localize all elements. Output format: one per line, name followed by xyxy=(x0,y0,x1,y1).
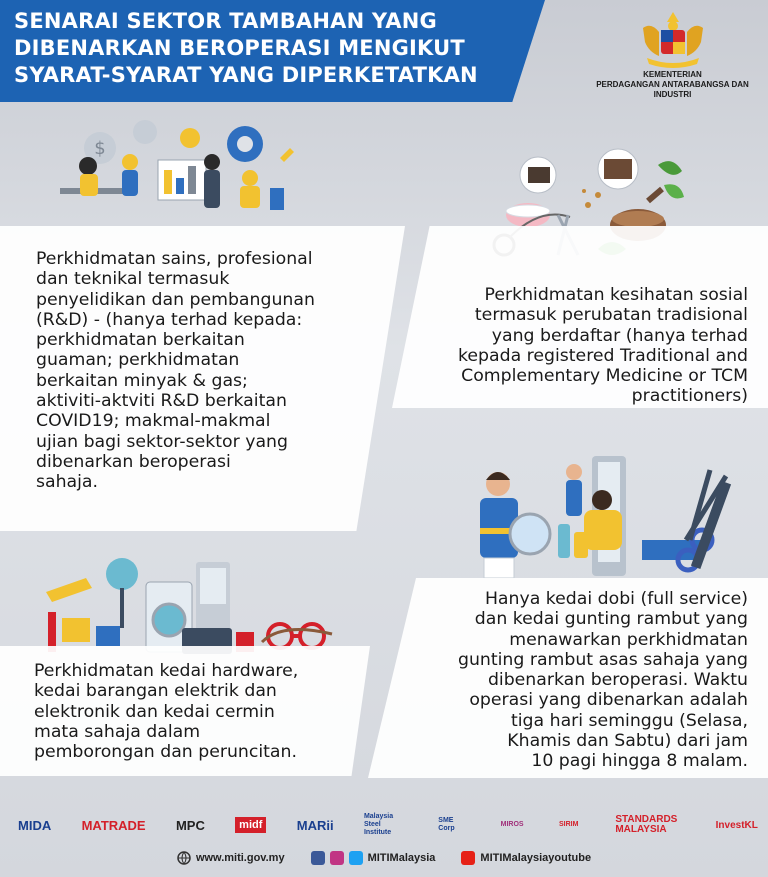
logo-mpc: MPC xyxy=(175,817,205,833)
ministry-name-line1: KEMENTERIAN xyxy=(643,70,702,79)
svg-text:$: $ xyxy=(94,138,106,159)
logo-steel-institute: Malaysia Steel Institute xyxy=(363,813,394,836)
sector-text-hardware: Perkhidmatan kedai hardware, kedai barangan elektrik dan elektronik dan kedai cermin mata sahaja dalam pemborongan dan peruncitan. xyxy=(34,661,299,763)
logo-sirim: SIRIM xyxy=(558,821,579,828)
laundry-barber-icon xyxy=(462,440,742,580)
logo-investkl: InvestKL xyxy=(715,819,758,831)
science-professionals-icon xyxy=(40,118,310,228)
logo-standards-malaysia: STANDARDS MALAYSIA xyxy=(615,814,678,835)
logo-matrade: MATRADE xyxy=(81,817,146,833)
social-link[interactable] xyxy=(311,851,436,865)
page-title: SENARAI SEKTOR TAMBAHAN YANG DIBENARKAN BEROPERASI MENGIKUT SYARAT-SYARAT YANG DIPERKETATKAN xyxy=(14,9,478,87)
coat-of-arms-icon xyxy=(633,8,713,70)
logo-mida: MIDA xyxy=(18,817,52,833)
agency-logos xyxy=(18,812,758,838)
ministry-logo xyxy=(585,8,760,108)
website-link[interactable] xyxy=(177,851,285,865)
logo-sme-corp: SME Corp xyxy=(438,817,455,832)
sector-text-professional: Perkhidmatan sains, profesional dan teknikal termasuk penyelidikan dan pembangunan (R&D) - (hanya terhad kepada: perkhidmatan berkaitan guaman; perkhidmatan berkaitan minyak & gas; aktiviti-aktviti R&D berkaitan COVID19; makmal-makmal ujian bagi sektor-sektor yang dibenarkan beroperasi sahaja. xyxy=(36,249,315,493)
logo-miros: MIROS xyxy=(500,821,524,828)
contact-row xyxy=(0,848,768,868)
twitter-icon xyxy=(349,851,363,865)
logo-midf: midf xyxy=(235,817,266,833)
logo-marii: MARii xyxy=(296,817,334,833)
sector-text-laundry-barber: Hanya kedai dobi (full service) dan kedai gunting rambut yang menawarkan perkhidmatan gunting rambut asas sahaja yang dibenarkan beroperasi. Waktu operasi yang dibenarkan adalah tiga hari seminggu (Selasa, Khamis dan Sabtu) dari jam 10 pagi hingga 8 malam. xyxy=(457,589,748,772)
sector-text-health: Perkhidmatan kesihatan sosial termasuk perubatan tradisional yang berdaftar (hanya terhad kepada registered Traditional and Complementary Medicine or TCM practitioners) xyxy=(458,285,748,407)
facebook-icon xyxy=(311,851,325,865)
hardware-electrical-optical-icon xyxy=(36,552,346,662)
globe-icon xyxy=(177,851,191,865)
youtube-icon xyxy=(461,851,475,865)
ministry-name-line2: PERDAGANGAN ANTARABANGSA DAN INDUSTRI xyxy=(596,80,749,99)
website-text: www.miti.gov.my xyxy=(195,852,285,864)
instagram-icon xyxy=(330,851,344,865)
social-handle: MITIMalaysia xyxy=(367,852,436,864)
youtube-handle: MITIMalaysiayoutube xyxy=(480,852,592,864)
youtube-link[interactable] xyxy=(461,851,591,865)
